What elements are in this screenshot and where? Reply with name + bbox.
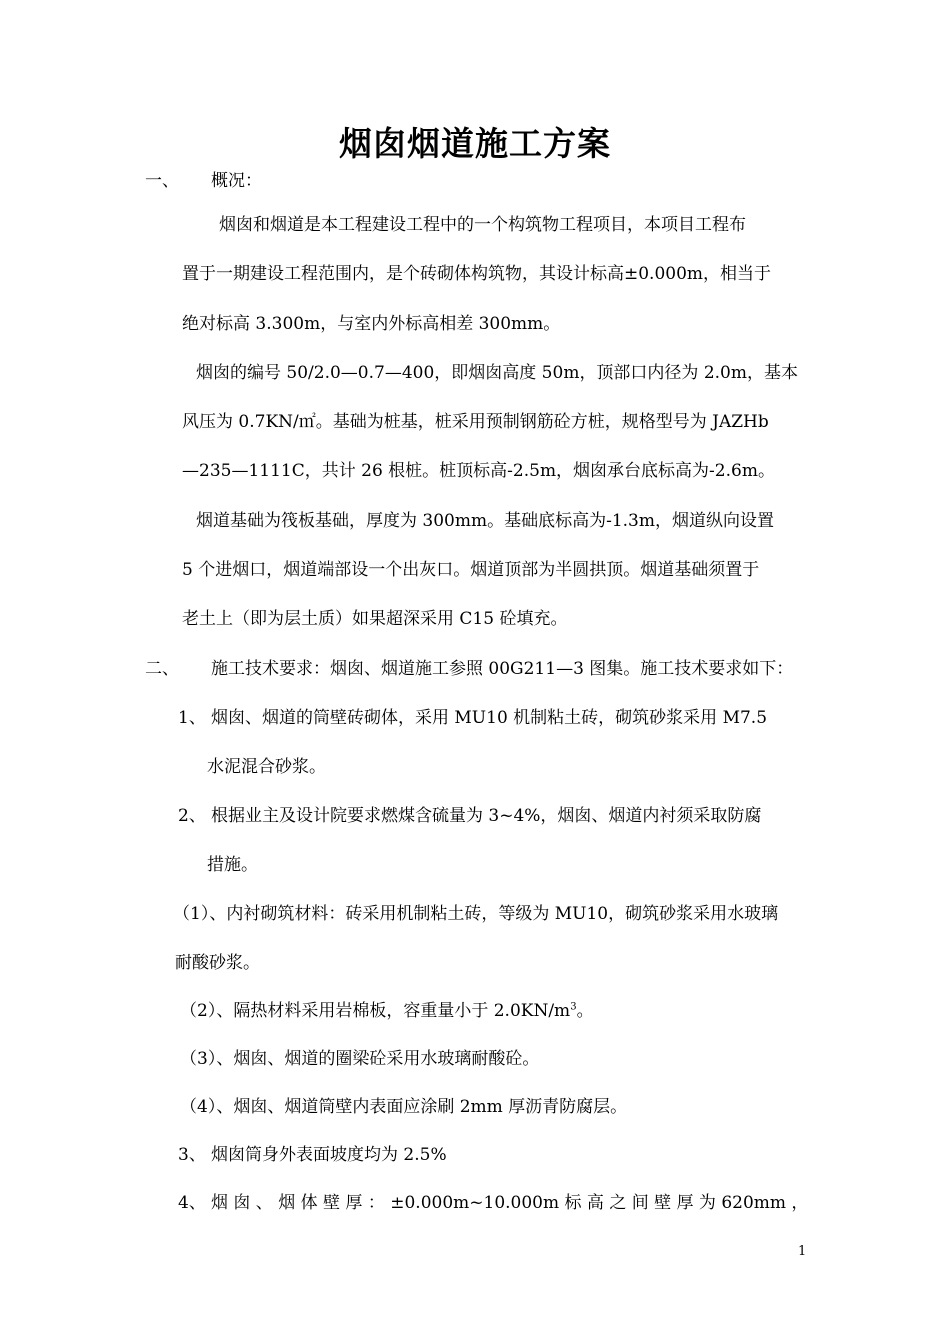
list-item-number: 1、 <box>178 708 206 728</box>
paragraph-line: —235—1111C，共计 26 根桩。桩顶标高-2.5m，烟囱承台底标高为-2.6m。 <box>182 461 775 481</box>
section-1-heading: 概况： <box>211 171 262 191</box>
paragraph-line: 老土上（即为层土质）如果超深采用 C15 砼填充。 <box>182 609 568 629</box>
section-2-number: 二、 <box>145 659 179 679</box>
sub-item-text: （4）、烟囱、烟道筒壁内表面应涂刷 2mm 厚沥青防腐层。 <box>180 1097 628 1117</box>
sub-item-text: （1）、内衬砌筑材料：砖采用机制粘土砖，等级为 MU10，砌筑砂浆采用水玻璃 <box>173 904 779 924</box>
list-item-text: 烟 囱 、 烟 体 壁 厚 ： ±0.000m~10.000m 标 高 之 间 壁 厚 为 620mm ， <box>211 1193 809 1213</box>
list-item-text: 烟囱筒身外表面坡度均为 2.5% <box>211 1145 447 1165</box>
page-title: 烟囱烟道施工方案 <box>339 124 611 163</box>
paragraph-line: 烟囱和烟道是本工程建设工程中的一个构筑物工程项目，本项目工程布 <box>219 215 746 235</box>
list-item-number: 4、 <box>178 1193 206 1213</box>
superscript: 3 <box>570 1001 577 1013</box>
section-1-number: 一、 <box>145 171 179 191</box>
paragraph-line: 5 个进烟口，烟道端部设一个出灰口。烟道顶部为半圆拱顶。烟道基础须置于 <box>182 560 760 580</box>
paragraph-line: 绝对标高 3.300m，与室内外标高相差 300mm。 <box>182 314 561 334</box>
section-2-heading: 施工技术要求：烟囱、烟道施工参照 00G211—3 图集。施工技术要求如下： <box>211 659 794 679</box>
list-item-text: 根据业主及设计院要求燃煤含硫量为 3~4%，烟囱、烟道内衬须采取防腐 <box>211 806 762 826</box>
sub-item-text: （3）、烟囱、烟道的圈梁砼采用水玻璃耐酸砼。 <box>180 1049 540 1069</box>
paragraph-line: 风压为 0.7KN/㎡。基础为桩基，桩采用预制钢筋砼方桩，规格型号为 JAZHb <box>182 412 769 432</box>
sub-item-text: （2）、隔热材料采用岩棉板，容重量小于 $2.0KN/m^3$。 <box>180 1001 594 1021</box>
paragraph-line: 烟道基础为筏板基础，厚度为 300mm。基础底标高为-1.3m，烟道纵向设置 <box>196 511 774 531</box>
list-item-text: 烟囱、烟道的筒壁砖砌体，采用 MU10 机制粘土砖，砌筑砂浆采用 M7.5 <box>211 708 768 728</box>
sub-item-text: 耐酸砂浆。 <box>175 953 260 973</box>
paragraph-line: 烟囱的编号 50/2.0—0.7—400，即烟囱高度 50m，顶部口内径为 2.0m，基本 <box>196 363 798 383</box>
paragraph-line: 置于一期建设工程范围内，是个砖砌体构筑物，其设计标高±0.000m，相当于 <box>182 264 772 284</box>
list-item-text: 措施。 <box>207 855 258 875</box>
list-item-number: 2、 <box>178 806 206 826</box>
page-number: 1 <box>798 1244 807 1259</box>
list-item-number: 3、 <box>178 1145 206 1165</box>
list-item-text: 水泥混合砂浆。 <box>207 757 326 777</box>
